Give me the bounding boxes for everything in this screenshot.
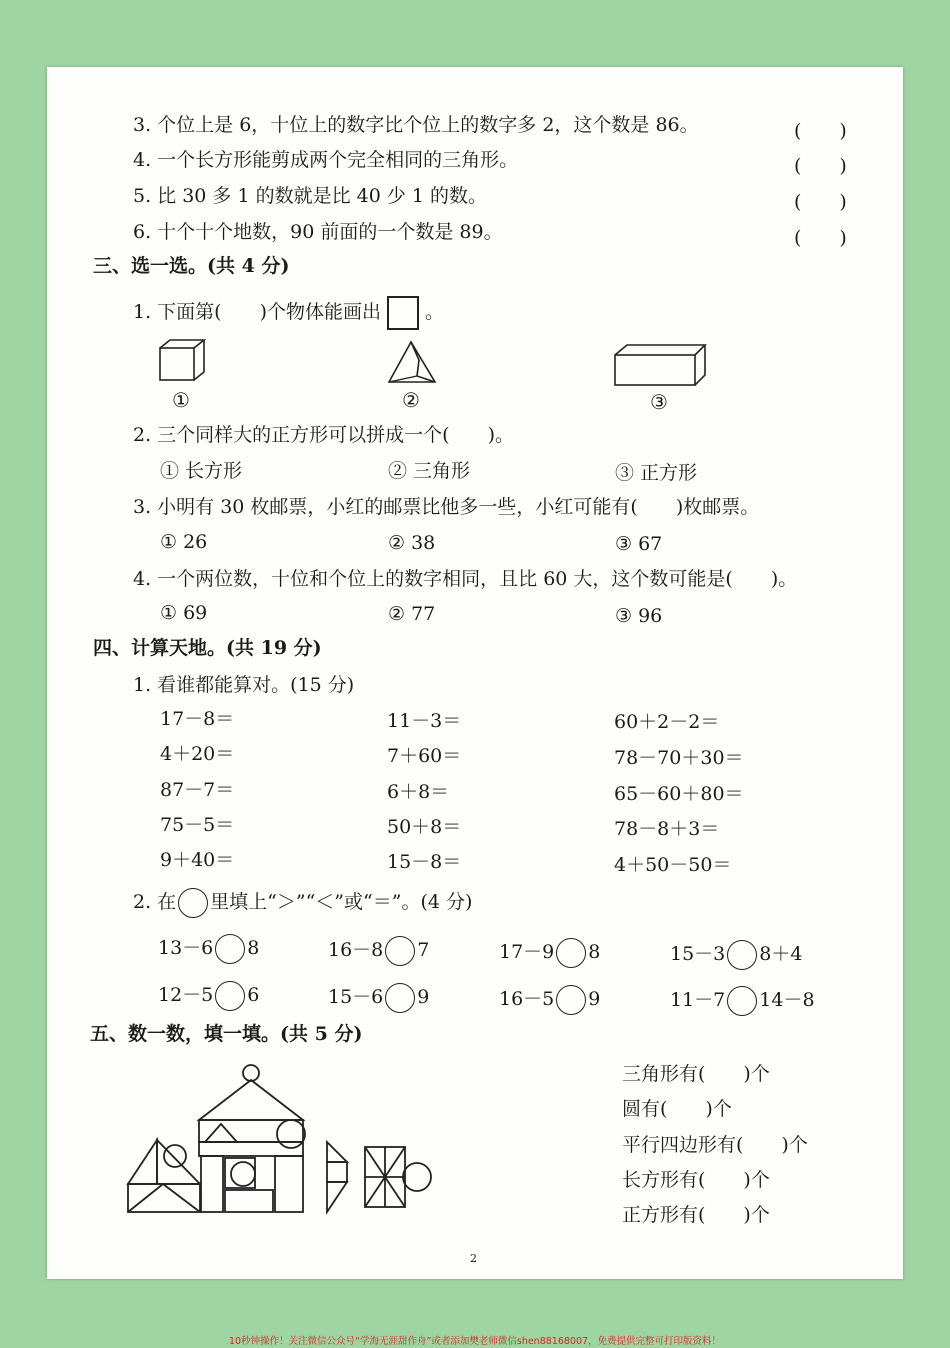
cmp-left: 12－5 [158,984,214,1006]
cmp-1-1 [158,934,259,964]
judge-answer-3[interactable]: ( ) [794,120,847,142]
shapes-figure [125,1062,435,1222]
judge-answer-5[interactable]: ( ) [794,191,847,213]
answer-circle[interactable] [727,986,757,1016]
cmp-left: 17－9 [499,941,555,963]
calc-c1-4: 75－5＝ [160,814,235,836]
s5-answer-circle[interactable]: 圆有( )个 [622,1098,732,1120]
s3-q3-option-1[interactable]: ① 26 [160,531,208,553]
judge-item-6: 6. 十个十个地数，90 前面的一个数是 89。 [133,221,503,243]
s3-q4-option-2[interactable]: ② 77 [388,603,436,625]
footer-notice: 10秒钟操作！关注微信公众号“学海无涯甜作舟”或者添加樊老师微信shen88168007，免费提供完整可打印版资料！ [228,1336,722,1347]
s3-q1-label-3: ③ [650,390,668,414]
section5-title: 五、数一数，填一填。(共 5 分) [90,1023,363,1045]
cmp-right: 8＋4 [759,943,803,965]
page-number: 2 [470,1252,477,1265]
cmp-1-2 [328,936,429,966]
cmp-left: 11－7 [670,989,726,1011]
judge-item-4: 4. 一个长方形能剪成两个完全相同的三角形。 [133,149,519,171]
cmp-left: 16－8 [328,939,384,961]
answer-circle[interactable] [385,936,415,966]
s3-q3-option-3[interactable]: ③ 67 [615,533,663,555]
cmp-2-1 [158,981,259,1011]
calc-c1-1: 17－8＝ [160,708,235,730]
s3-q3: 3. 小明有 30 枚邮票，小红的邮票比他多一些，小红可能有( )枚邮票。 [133,496,760,518]
cmp-right: 7 [417,939,430,961]
s4-sub2-b: 里填上“＞”“＜”或“＝”。(4 分) [210,891,473,913]
prism-icon [387,340,439,385]
cmp-left: 13－6 [158,937,214,959]
judge-item-3: 3. 个位上是 6，十位上的数字比个位上的数字多 2，这个数是 86。 [133,114,699,136]
s3-q2-option-1[interactable]: ① 长方形 [160,460,243,482]
s4-sub1: 1. 看谁都能算对。(15 分) [133,674,355,696]
cmp-right: 6 [247,984,260,1006]
cmp-2-4 [670,986,815,1016]
s3-q1-end: 。 [425,301,445,323]
s3-q3-option-2[interactable]: ② 38 [388,532,436,554]
cmp-right: 9 [417,986,430,1008]
s5-answer-rectangle[interactable]: 长方形有( )个 [622,1169,770,1191]
calc-c2-3: 6＋8＝ [387,781,450,803]
cmp-2-3 [499,985,600,1015]
cmp-2-2 [328,983,429,1013]
cmp-right: 14－8 [759,989,815,1011]
s3-q2-option-2[interactable]: ② 三角形 [388,460,471,482]
s3-q1-text: 1. 下面第( )个物体能画出 [133,301,381,323]
calc-c2-5: 15－8＝ [387,851,462,873]
calc-c1-5: 9＋40＝ [160,849,235,871]
s3-q1 [133,296,444,330]
s3-q1-label-1: ① [172,388,190,412]
cmp-left: 15－6 [328,986,384,1008]
calc-c2-2: 7＋60＝ [387,745,462,767]
s5-answer-triangle[interactable]: 三角形有( )个 [622,1063,770,1085]
cmp-left: 16－5 [499,988,555,1010]
answer-circle[interactable] [215,934,245,964]
cmp-1-4 [670,940,802,970]
s3-q4-option-3[interactable]: ③ 96 [615,605,663,627]
cmp-1-3 [499,938,600,968]
calc-c2-4: 50＋8＝ [387,816,462,838]
calc-c3-5: 4＋50－50＝ [614,854,732,876]
s3-q2-option-3[interactable]: ③ 正方形 [615,462,698,484]
calc-c3-4: 78－8＋3＝ [614,818,720,840]
section4-title: 四、计算天地。(共 19 分) [93,637,322,659]
cmp-right: 9 [588,988,601,1010]
s3-q4: 4. 一个两位数，十位和个位上的数字相同，且比 60 大，这个数可能是( )。 [133,568,798,590]
judge-answer-4[interactable]: ( ) [794,155,847,177]
s3-q4-option-1[interactable]: ① 69 [160,602,208,624]
calc-c3-2: 78－70＋30＝ [614,747,744,769]
s4-sub2-a: 2. 在 [133,891,177,913]
s4-sub2 [133,888,472,918]
cube-icon [158,338,208,383]
cmp-right: 8 [588,941,601,963]
answer-circle[interactable] [727,940,757,970]
answer-circle[interactable] [556,938,586,968]
s5-answer-parallelogram[interactable]: 平行四边形有( )个 [622,1134,808,1156]
judge-item-5: 5. 比 30 多 1 的数就是比 40 少 1 的数。 [133,185,488,207]
calc-c1-3: 87－7＝ [160,779,235,801]
cmp-left: 15－3 [670,943,726,965]
judge-answer-6[interactable]: ( ) [794,227,847,249]
circle-icon [178,888,208,918]
cuboid-icon [613,343,708,388]
s3-q1-label-2: ② [402,388,420,412]
calc-c2-1: 11－3＝ [387,710,462,732]
s3-q2: 2. 三个同样大的正方形可以拼成一个( )。 [133,424,514,446]
answer-circle[interactable] [385,983,415,1013]
cmp-right: 8 [247,937,260,959]
calc-c3-1: 60＋2－2＝ [614,711,720,733]
section3-title: 三、选一选。(共 4 分) [93,255,290,277]
square-icon [387,296,419,330]
calc-c3-3: 65－60＋80＝ [614,783,744,805]
answer-circle[interactable] [215,981,245,1011]
answer-circle[interactable] [556,985,586,1015]
calc-c1-2: 4＋20＝ [160,743,235,765]
s5-answer-square[interactable]: 正方形有( )个 [622,1204,770,1226]
